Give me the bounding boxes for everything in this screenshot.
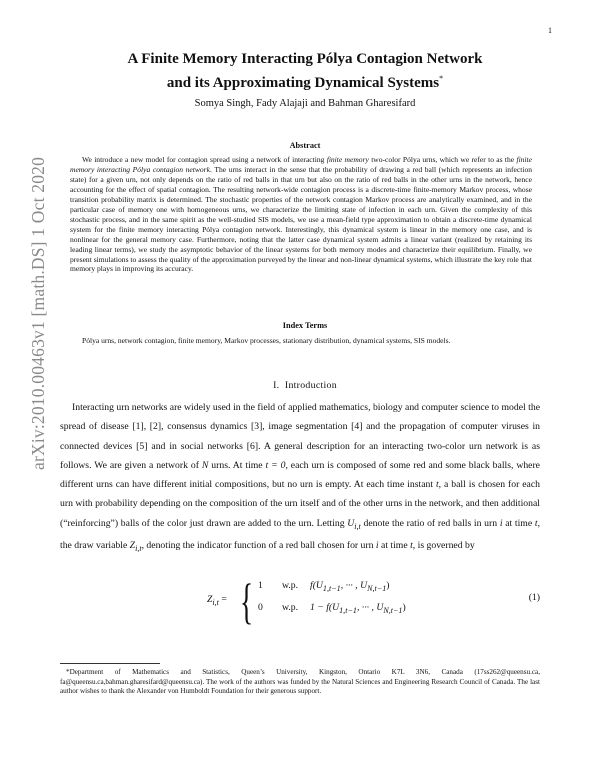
case-expression bbox=[310, 580, 389, 593]
case-value: 0 bbox=[258, 602, 263, 613]
left-brace-icon: { bbox=[240, 573, 254, 629]
abstract-part: . The urns interact in the sense that the probability of drawing a red ball (which represents an infection state) for a given urn, not only depends on the ratio of red balls in that urn but also on the ratio of red balls in the other urns in the network, hence accounting for the effect of spatial contagion. The resulting network-wide contagion process is a discrete-time finite-memory Markov process, whose transition probability matrix is determined. The stochastic properties of the network contagion Markov process are analytically examined, and in the particular case of memory one with homogeneous urns, we characterize the limiting state of infection in each urn. Given the complexity of this stochastic process, and in the same spirit as the well-studied SIS models, we use a mean-field type approximation to obtain a discrete-time dynamical system for the finite memory interacting Pólya contagion network. Interestingly, this dynamical system is linear in the memory one case, and is nonlinear for the general memory case. Furthermore, noting that the latter case dynamical system admits a linear variant (realized by retaining its leading linear terms), we study the asymptotic behavior of the linear systems for both memory modes and characterize their equilibrium. Finally, we present simulations to assess the quality of the approximation purveyed by the linear and non-linear dynamical systems, which illustrate the key role that memory plays in improving its accuracy. bbox=[70, 164, 532, 274]
math-sub: N,t−1 bbox=[367, 583, 387, 593]
math-sub: 1,t−1 bbox=[339, 605, 357, 615]
math-expr: ) bbox=[402, 602, 406, 613]
title-footnote-mark: * bbox=[439, 74, 444, 83]
page-number: 1 bbox=[548, 26, 552, 35]
math-var: t bbox=[410, 540, 413, 552]
abstract-emphasis: finite memory bbox=[326, 155, 369, 164]
footnote-divider bbox=[60, 663, 160, 664]
case-expression bbox=[310, 602, 406, 615]
math-expr: ) bbox=[386, 580, 390, 591]
math-var: Z bbox=[207, 594, 213, 605]
math-var: Z bbox=[129, 540, 136, 552]
intro-text: denote the ratio of red balls in urn bbox=[360, 517, 500, 529]
intro-text: , the draw variable bbox=[60, 517, 540, 552]
math-sub: 1,t−1 bbox=[322, 583, 341, 593]
intro-text: at time bbox=[502, 517, 535, 529]
index-terms-heading: Index Terms bbox=[282, 321, 328, 330]
intro-text: , each urn is composed of some red and some black balls, where different urns can have different initial compositions, but no urn is empty. At each time instant bbox=[60, 459, 540, 491]
abstract-emphasis: finite memory interacting Pólya contagion network bbox=[70, 155, 532, 174]
equation-1 bbox=[60, 573, 540, 643]
math-var: N bbox=[201, 459, 209, 471]
section-heading bbox=[70, 380, 540, 391]
math-var: t bbox=[435, 479, 439, 491]
math-sub: N,t−1 bbox=[383, 605, 403, 615]
section-title: Introduction bbox=[284, 380, 337, 391]
math-var: U bbox=[347, 517, 355, 529]
math-var: i bbox=[499, 517, 503, 529]
math-expr: f(U bbox=[310, 580, 323, 591]
title-line-1: A Finite Memory Interacting Pólya Contagion Network bbox=[127, 51, 483, 67]
math-var: t = 0 bbox=[265, 459, 286, 471]
introduction-paragraph bbox=[60, 398, 540, 558]
math-sub: i,t bbox=[212, 597, 219, 607]
math-expr: 1 − f(U bbox=[310, 602, 340, 613]
abstract-heading: Abstract bbox=[289, 141, 321, 150]
equation-number: (1) bbox=[528, 592, 540, 603]
abstract-text bbox=[70, 155, 532, 274]
section-number: I. bbox=[273, 380, 280, 391]
intro-text: Interacting urn networks are widely used in the field of applied mathematics, biology and computer science to model the spread of disease [1], [2], consensus dynamics [3], image segmentation [4] and the propagation of computer viruses in connected devices [5] and in social networks [6]. A general description for an interacting two-color urn network is as follows. We are given a network of bbox=[60, 402, 540, 471]
abstract-part: We introduce a new model for contagion spread using a network of interacting bbox=[82, 155, 327, 164]
author-list: Somya Singh, Fady Alajaji and Bahman Gharesifard bbox=[194, 98, 416, 109]
math-sub: i,t bbox=[354, 521, 361, 531]
intro-text: urns. At time bbox=[208, 459, 266, 471]
math-var: t bbox=[534, 517, 538, 529]
intro-text: at time bbox=[378, 540, 411, 552]
case-wp: w.p. bbox=[282, 580, 299, 591]
paper-title bbox=[70, 50, 540, 93]
intro-text: , is governed by bbox=[412, 540, 475, 552]
abstract-part: two-color Pólya urns, which we refer to as the bbox=[368, 155, 517, 164]
index-terms-text: Pólya urns, network contagion, finite memory, Markov processes, stationary distribution, dynamical systems, SIS models. bbox=[82, 336, 451, 345]
equals-sign: = bbox=[218, 594, 227, 605]
intro-text: , a ball is chosen for each urn with probability depending on the composition of the urn itself and of the other urns in the network, and then additional (“reinforcing”) balls of the color just drawn are added to the urn. Letting bbox=[60, 479, 540, 529]
intro-text: , denoting the indicator function of a red ball chosen for urn bbox=[141, 540, 376, 552]
math-var: i bbox=[375, 540, 379, 552]
arxiv-stamp[interactable]: arXiv:2010.00463v1 [math.DS] 1 Oct 2020 bbox=[28, 156, 48, 470]
math-expr: , ··· , U bbox=[356, 602, 384, 613]
case-wp: w.p. bbox=[282, 602, 299, 613]
math-expr: , ··· , U bbox=[340, 580, 368, 591]
equation-lhs bbox=[207, 594, 227, 607]
title-line-2: and its Approximating Dynamical Systems bbox=[166, 75, 440, 91]
case-value: 1 bbox=[258, 580, 263, 591]
math-sub: i,t bbox=[135, 543, 142, 553]
footnote-text: *Department of Mathematics and Statistics, Queen’s University, Kingston, Ontario K7L 3N6, Canada (17ss262@queensu.ca, fa@queensu.ca,bahman.gharesifard@queensu.ca). The work of the authors was funded by the Natural Sciences and Engineering Research Council of Canada. The last author wishes to thank the Alexander von Humboldt Foundation for their generous support. bbox=[60, 668, 540, 695]
